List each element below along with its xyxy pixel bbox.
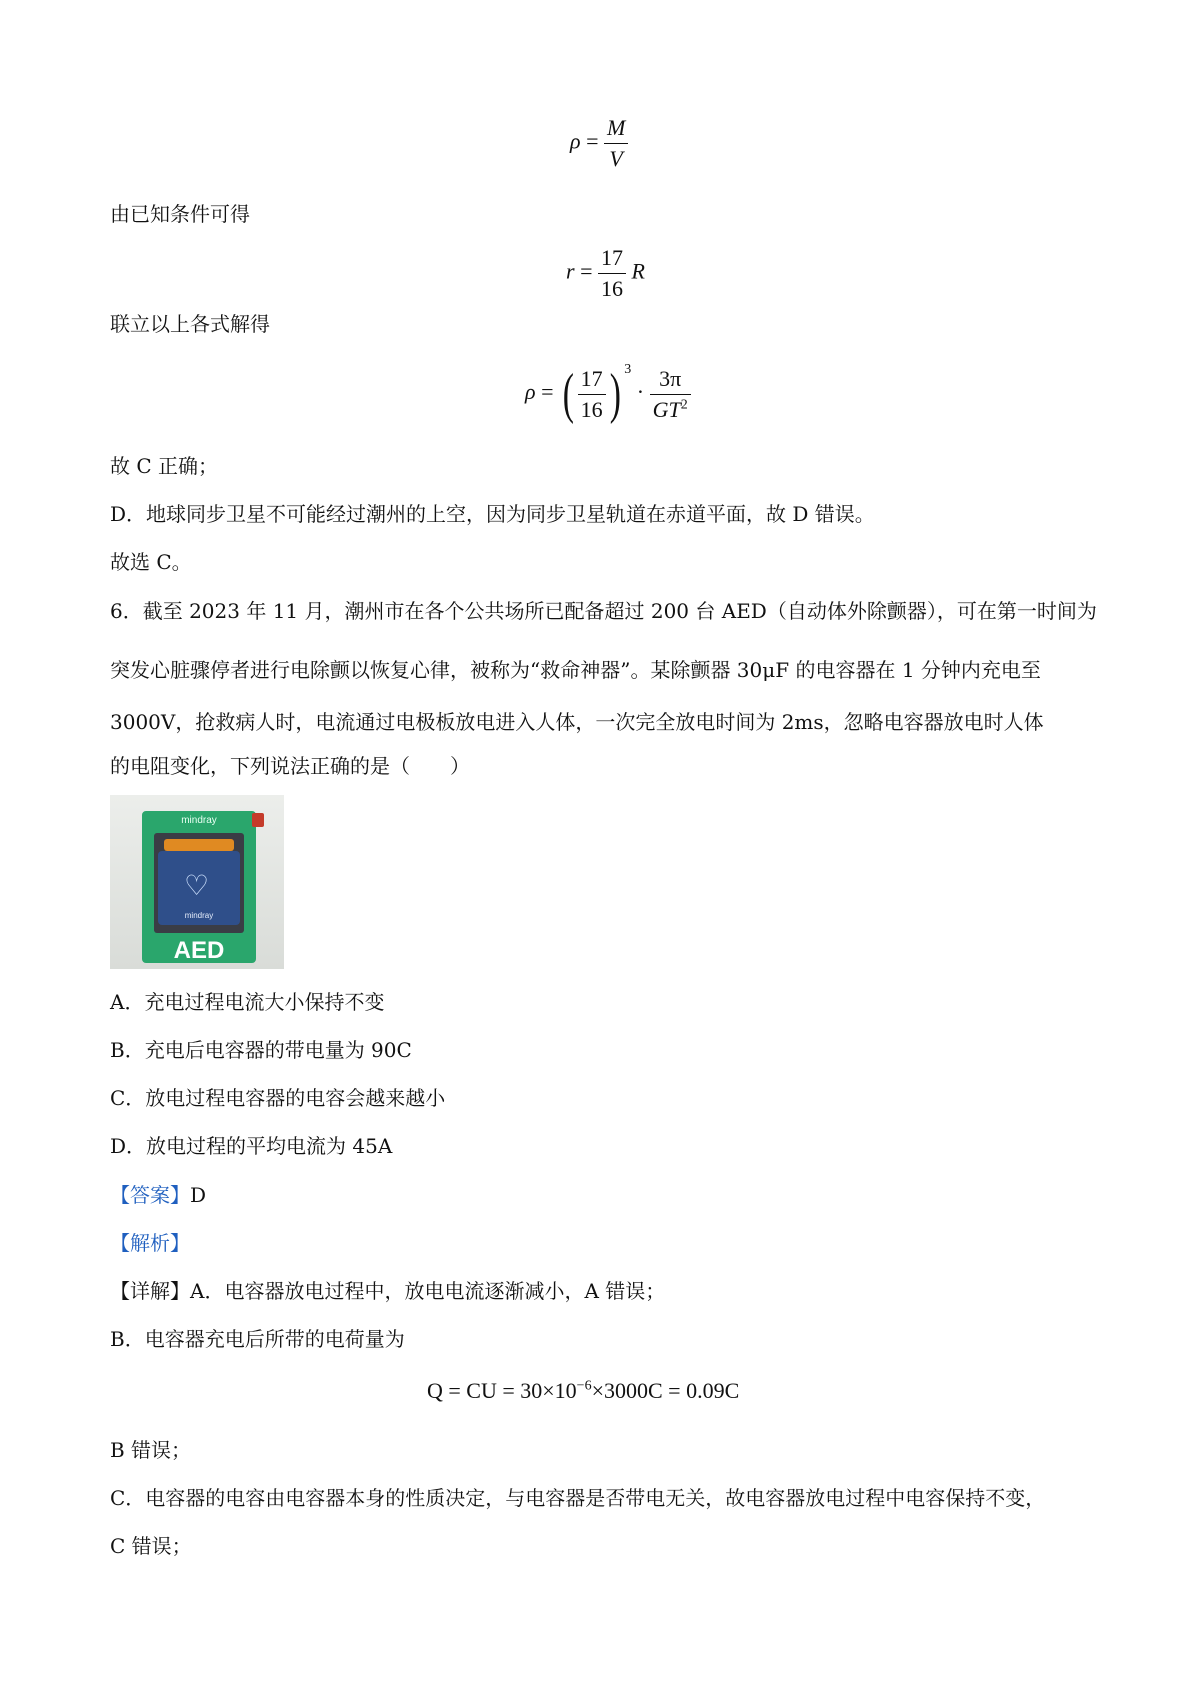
numerator: M [604,115,628,144]
paragraph-line: 由已知条件可得 [110,202,250,226]
equals-sign: = [580,258,593,284]
equals-sign: = [586,128,599,154]
aed-label: AED [173,937,225,964]
question-line: 3000V，抢救病人时，电流通过电极板放电进入人体，一次完全放电时间为 2ms，忽略电容器放电时人体 [110,710,1044,734]
fraction [598,245,626,302]
answer-value: D [190,1183,207,1207]
aed-cabinet [142,811,256,963]
aed-photo [110,795,284,969]
answer-line [110,1181,206,1209]
R-symbol: R [631,258,645,284]
detail-line [110,1277,665,1305]
option-d: D．放电过程的平均电流为 45A [110,1134,393,1158]
numerator: 3π [650,366,691,395]
rho-symbol: ρ [570,128,581,154]
paragraph-line: C．电容器的电容由电容器本身的性质决定，与电容器是否带电无关，故电容器放电过程中电容保持不变， [110,1486,1046,1510]
rho-symbol: ρ [525,379,536,405]
charge-formula-rest: ×3000C = 0.09C [591,1378,740,1403]
option-a: A．充电过程电流大小保持不变 [110,990,385,1014]
detail-label: 【详解】 [110,1279,190,1303]
charge-formula [427,1378,739,1404]
paragraph-line: 故选 C。 [110,550,192,574]
paragraph-line: 故 C 正确； [110,454,219,478]
paragraph-line: C 错误； [110,1534,192,1558]
exponent: −6 [576,1378,592,1394]
paragraph-line: B．电容器充电后所带的电荷量为 [110,1327,405,1351]
fraction [604,115,628,172]
analysis-label: 【解析】 [110,1231,190,1255]
exponent: 3 [624,362,632,378]
denominator [650,395,691,423]
option-c: C．放电过程电容器的电容会越来越小 [110,1086,446,1110]
r-symbol: r [566,258,575,284]
paragraph-line: B 错误； [110,1438,192,1462]
detail-text: A．电容器放电过程中，放电电流逐渐减小，A 错误； [190,1279,666,1303]
question-line: 的电阻变化，下列说法正确的是（ ） [110,754,470,778]
answer-label: 【答案】 [110,1183,190,1207]
cabinet-brand: mindray [181,815,217,826]
denominator: V [609,146,623,171]
right-paren: ) [609,363,621,425]
left-paren: ( [562,363,574,425]
device-brand: mindray [184,911,214,920]
question-line: 6．截至 2023 年 11 月，潮州市在各个公共场所已配备超过 200 台 AED（自动体外除颤器），可在第一时间为 [110,599,1097,623]
density-formula [570,115,628,172]
denominator: 16 [580,396,603,422]
paragraph-line: D．地球同步卫星不可能经过潮州的上空，因为同步卫星轨道在赤道平面，故 D 错误。 [110,502,875,526]
gt-symbol: GT [652,396,681,422]
result-formula [525,362,691,426]
question-line: 突发心脏骤停者进行电除颤以恢复心律，被称为“救命神器”。某除颤器 30μF 的电容器在 1 分钟内充电至 [110,658,1041,682]
paragraph-line: 联立以上各式解得 [110,312,270,336]
equals-sign: = [541,379,554,405]
radius-formula [566,245,645,302]
dot-operator: · [636,379,645,405]
numerator: 17 [598,245,626,274]
exponent: 2 [680,397,688,413]
charge-formula-main: Q = CU = 30×10 [427,1378,577,1403]
heart-icon: ♡ [184,869,210,902]
fraction [578,366,606,423]
option-b: B．充电后电容器的带电量为 90C [110,1038,412,1062]
fraction [650,366,691,423]
numerator: 17 [578,366,606,395]
denominator: 16 [600,276,623,301]
device-handle [164,839,234,851]
